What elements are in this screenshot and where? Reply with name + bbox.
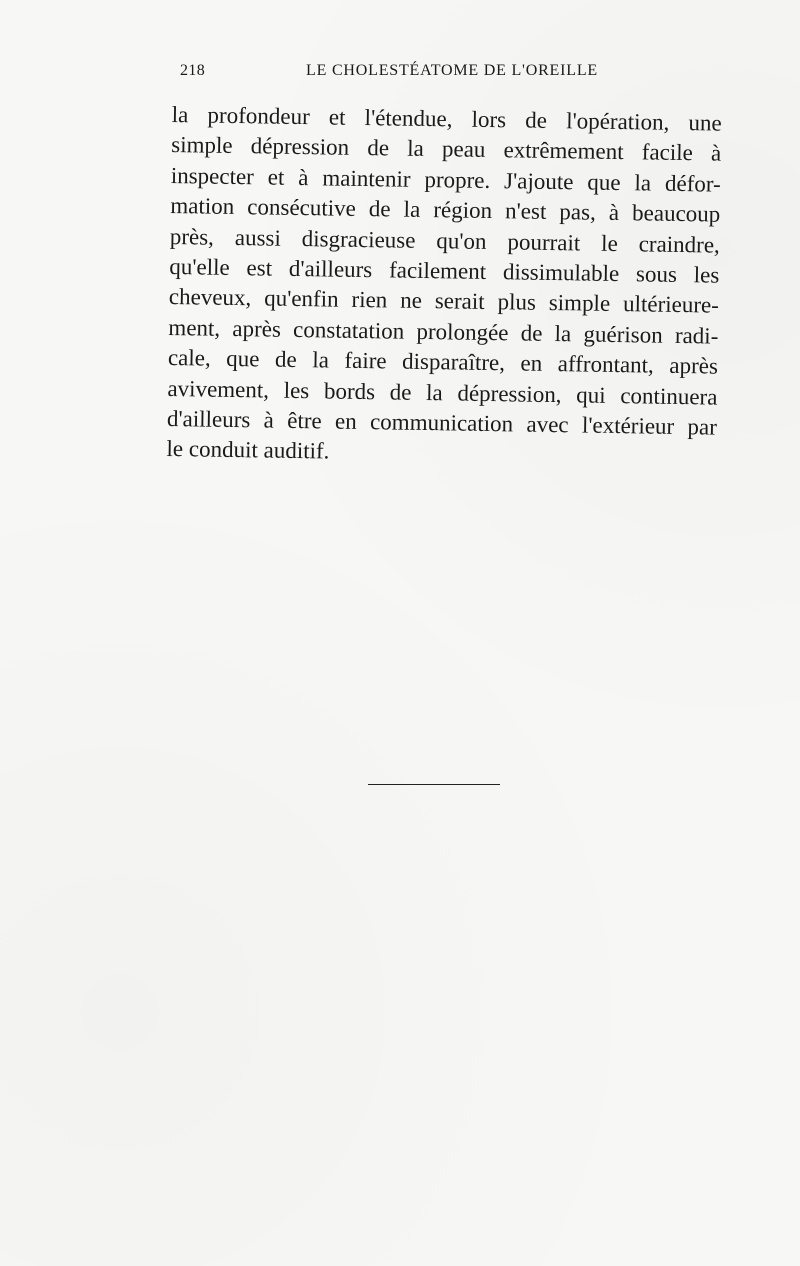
end-of-chapter-rule bbox=[368, 784, 500, 785]
text-line: le conduit auditif. bbox=[166, 436, 330, 464]
text-line: mation consécutive de la région n'est pas, à beaucoup bbox=[170, 193, 721, 227]
text-line: cheveux, qu'enfin rien ne serait plus simple ultérieure- bbox=[168, 284, 720, 319]
text-line: d'ailleurs à être en communication avec l'extérieur par bbox=[166, 406, 718, 440]
body-paragraph bbox=[166, 100, 722, 473]
text-line: la profondeur et l'étendue, lors de l'opération, une bbox=[171, 101, 722, 136]
text-line: ment, après constatation prolongée de la guérison radi- bbox=[168, 314, 719, 349]
text-line: avivement, les bords de la dépression, qui continuera bbox=[167, 375, 718, 410]
text-line: inspecter et à maintenir propre. J'ajoute que la défor- bbox=[170, 162, 721, 197]
text-line: cale, que de la faire disparaître, en affrontant, après bbox=[167, 345, 719, 379]
running-header bbox=[180, 62, 720, 86]
text-line: simple dépression de la peau extrêmement facile à bbox=[171, 132, 722, 167]
running-title: LE CHOLESTÉATOME DE L'OREILLE bbox=[306, 62, 598, 79]
text-line: qu'elle est d'ailleurs facilement dissimulable sous les bbox=[169, 254, 720, 288]
page-number: 218 bbox=[180, 62, 206, 79]
text-line: près, aussi disgracieuse qu'on pourrait le craindre, bbox=[169, 223, 720, 258]
